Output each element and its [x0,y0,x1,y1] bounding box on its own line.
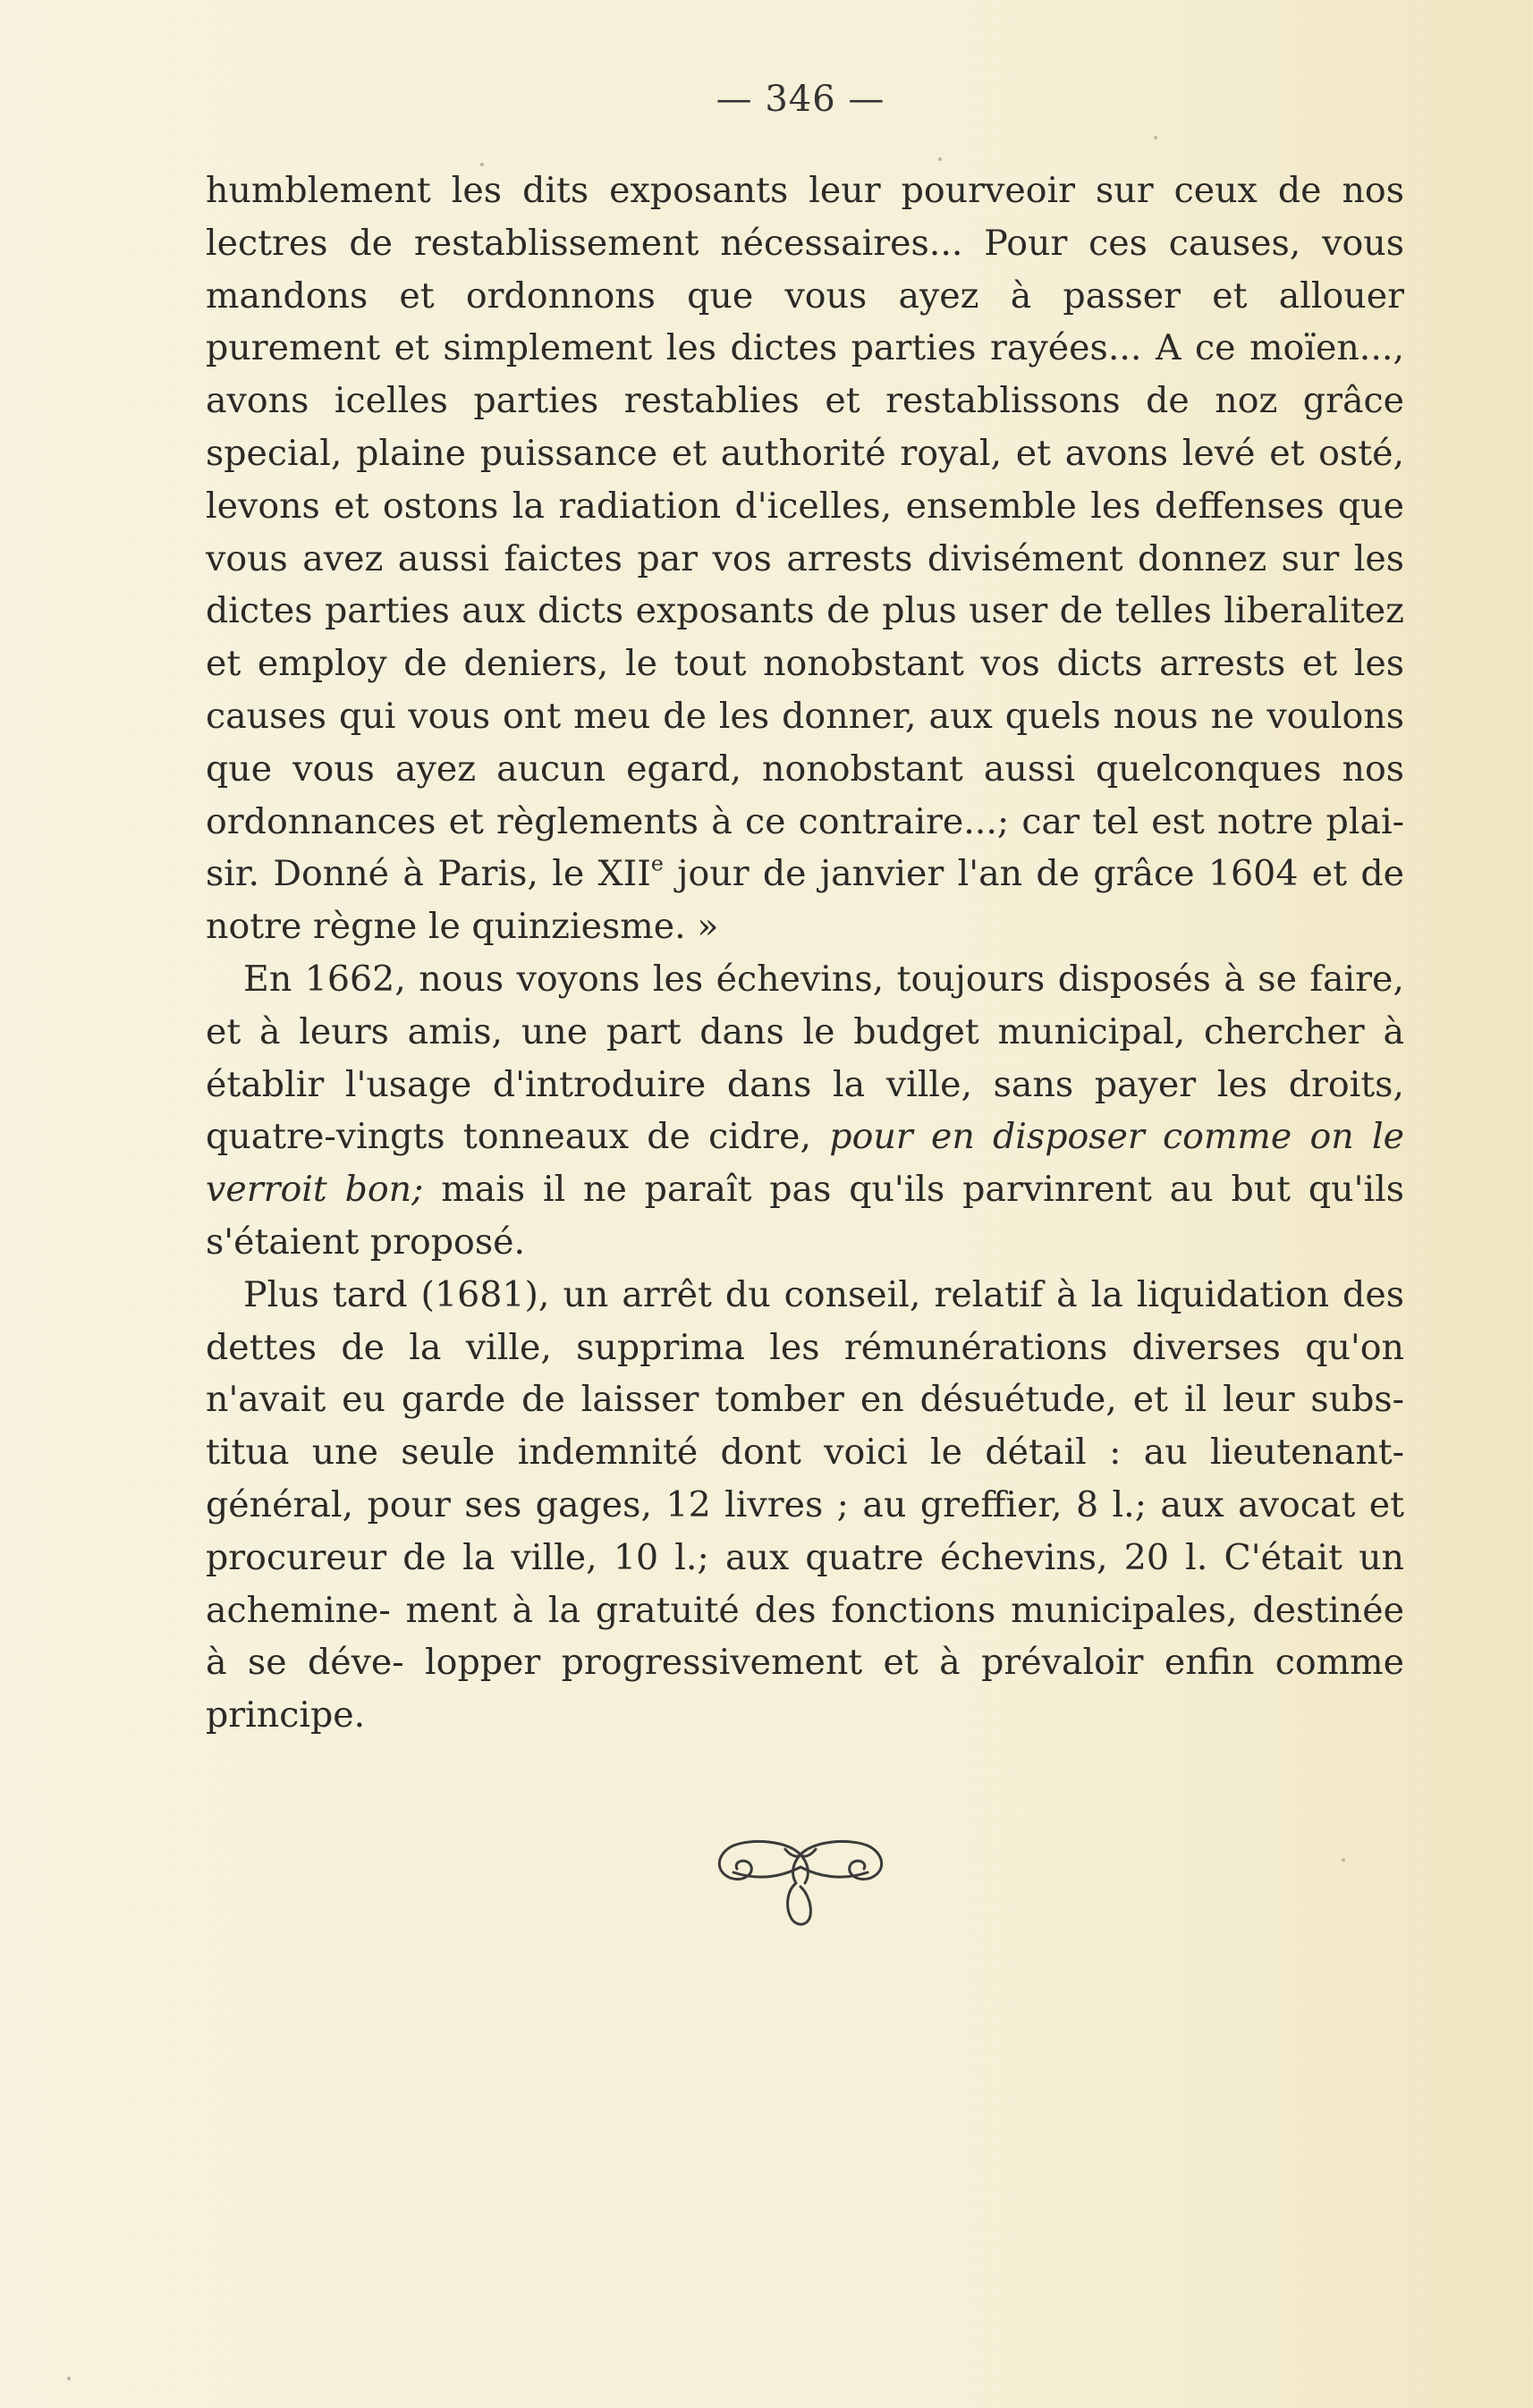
paragraph-2 [206,953,1404,1269]
scan-speck [938,157,942,161]
tailpiece-ornament-icon [698,1831,903,1939]
body-text [206,165,1404,1742]
paragraph-1 [206,165,1404,953]
paragraph-1-text: humblement les dits exposants leur pourveoir sur ceux de nos lectres de restablissement nécessaires... Pour ces causes, vous mandons et ordonnons que vous ayez à passer et allouer purement et simplement les dictes parties rayées... A ce moïen..., avons icelles parties restablies et restablissons de noz grâce special, plaine puissance et authorité royal, et avons levé et osté, levons et ostons la radiation d'icelles, ensemble les deffenses que vous avez aussi faictes par vos arrests divisément donnez sur les dictes parties aux dicts exposants de plus user de telles liberalitez et employ de deniers, le tout nonobstant vos dicts arrests et les causes qui vous ont meu de les donner, aux quels nous ne voulons que vous ayez aucun egard, nonobstant aussi quelconques nos ordonnances et règlements à ce contraire...; car tel est notre plai- sir. Donné à Paris, le XII [206,170,1404,895]
paragraph-3-text: Plus tard (1681), un arrêt du conseil, relatif à la liquidation des dettes de la ville, supprima les rémunérations diverses qu'on n'avait eu garde de laisser tomber en désuétude, et il leur subs- titua une seule indemnité dont voici le détail : au lieutenant-général, pour ses gages, 12 livres ; au greffier, 8 l.; aux avocat et procureur de la ville, 10 l.; aux quatre échevins, 20 l. C'était un achemine- ment à la gratuité des fonctions municipales, destinée à se déve- lopper progressivement et à prévaloir enfin comme principe. [206,1273,1404,1736]
scan-speck [1154,136,1157,139]
scan-speck [1342,1858,1345,1862]
paragraph-2-text: En 1662, nous voyons les échevins, toujours disposés à se faire, et à leurs amis, une part dans le budget municipal, chercher à établir l'usage d'introduire dans la ville, sans payer les droits, quatre-vingts tonneaux de cidre, [206,958,1404,1158]
paragraph-2-text-end: mais il ne paraît pas qu'ils parvinrent au but qu'ils s'étaient proposé. [206,1169,1404,1263]
page-number: — 346 — [716,79,885,120]
paragraph-2-italic-quote: pour en disposer comme on le verroit bon; [206,1116,1404,1211]
paragraph-3 [206,1269,1404,1742]
scan-speck [67,2377,71,2380]
scan-speck [480,163,484,166]
superscript-e: e [650,850,664,876]
paragraph-1-text-end: jour de janvier l'an de grâce 1604 et de notre règne le quinziesme. » [206,853,1404,948]
